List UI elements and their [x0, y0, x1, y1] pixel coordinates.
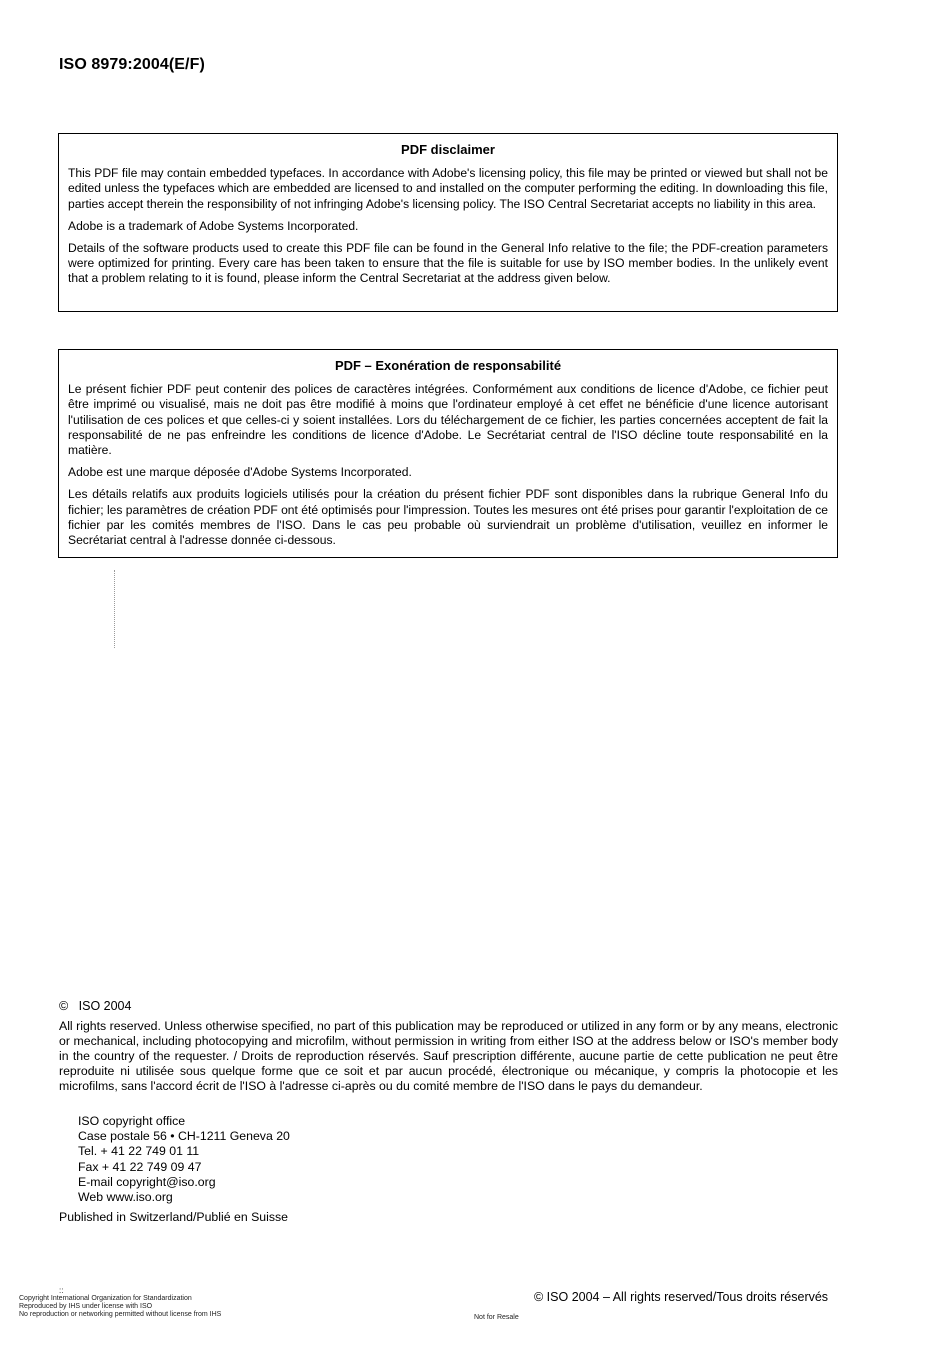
pdf-disclaimer-fr-box: [58, 349, 838, 558]
license-marks: ::: [59, 1286, 64, 1295]
published-in: Published in Switzerland/Publié en Suisse: [59, 1210, 288, 1224]
disclaimer-paragraph: Details of the software products used to create this PDF file can be found in the General Info relative to the file; the PDF-creation parameters were optimized for printing. Every care has been taken to ensure that the file is suitable for use by ISO member bodies. In the unlikely event that a problem relating to it is found, please inform the Central Secretariat at the address given below.: [68, 241, 828, 286]
address-line: Tel. + 41 22 749 01 11: [78, 1144, 200, 1159]
not-for-resale: Not for Resale: [474, 1314, 519, 1321]
disclaimer-fr-paragraph: Les détails relatifs aux produits logiciels utilisés pour la création du présent fichier PDF sont disponibles dans la rubrique General Info du fichier; les paramètres de création PDF ont été optimisés pour l'impression. Toutes les mesures ont été prises pour garantir l'exploitation de ce fichier par les comités membres de l'ISO. Dans le cas peu probable où surviendrait un problème d'utilisation, veuillez en informer le Secrétariat central à l'adresse donnée ci-dessous.: [68, 487, 828, 548]
disclaimer-fr-paragraph: Le présent fichier PDF peut contenir des polices de caractères intégrées. Conformément aux conditions de licence d'Adobe, ce fichier peut être imprimé ou visualisé, mais ne doit pas être modifié à moins que l'ordinateur employé à cet effet ne bénéficie d'une licence autorisant l'utilisation de ces polices et que celles-ci y soient installées. Lors du téléchargement de ce fichier, les parties concernées acceptent de fait la responsabilité de ne pas enfreindre les conditions de licence d'Adobe. Le Secrétariat central de l'ISO décline toute responsabilité en la matière.: [68, 382, 828, 458]
copyright-office-address: [78, 1114, 290, 1205]
disclaimer-fr-paragraph: Adobe est une marque déposée d'Adobe Systems Incorporated.: [68, 465, 412, 480]
footer-rights-reserved: © ISO 2004 – All rights reserved/Tous droits réservés: [534, 1290, 829, 1304]
disclaimer-title: PDF disclaimer: [401, 142, 495, 157]
license-line: Copyright International Organization for Standardization: [19, 1295, 192, 1302]
address-line: Web www.iso.org: [78, 1190, 173, 1205]
dotted-artifact: [114, 570, 117, 648]
address-line: Case postale 56 • CH-1211 Geneva 20: [78, 1129, 290, 1144]
license-line: Reproduced by IHS under license with ISO: [19, 1303, 153, 1310]
address-line: E-mail copyright@iso.org: [78, 1174, 216, 1189]
disclaimer-paragraph: Adobe is a trademark of Adobe Systems Incorporated.: [68, 218, 359, 233]
disclaimer-fr-title: PDF – Exonération de responsabilité: [334, 358, 562, 373]
disclaimer-paragraph: This PDF file may contain embedded typefaces. In accordance with Adobe's licensing policy, this file may be printed or viewed but shall not be edited unless the typefaces which are embedded are licensed to and installed on the computer performing the editing. In downloading this file, parties accept therein the responsibility of not infringing Adobe's licensing policy. The ISO Central Secretariat accepts no liability in this area.: [68, 166, 828, 211]
document-id: ISO 8979:2004(E/F): [59, 56, 205, 73]
license-line: No reproduction or networking permitted without license from IHS: [19, 1311, 222, 1318]
copyright-line: © ISO 2004: [59, 999, 132, 1013]
rights-statement: All rights reserved. Unless otherwise specified, no part of this publication may be reproduced or utilized in any form or by any means, electronic or mechanical, including photocopying and microfilm, without permission in writing from either ISO at the address below or ISO's member body in the country of the requester. / Droits de reproduction réservés. Sauf prescription différente, aucune partie de cette publication ne peut être reproduite ni utilisée sous quelque forme que ce soit et par aucun procédé, électronique ou mécanique, y compris la photocopie et les microfilms, sans l'accord écrit de l'ISO à l'adresse ci-après ou du comité membre de l'ISO dans le pays du demandeur.: [59, 1019, 838, 1094]
address-line: ISO copyright office: [78, 1114, 186, 1128]
license-notice: [19, 1287, 221, 1319]
address-line: Fax + 41 22 749 09 47: [78, 1159, 202, 1174]
pdf-disclaimer-box: [58, 133, 838, 312]
